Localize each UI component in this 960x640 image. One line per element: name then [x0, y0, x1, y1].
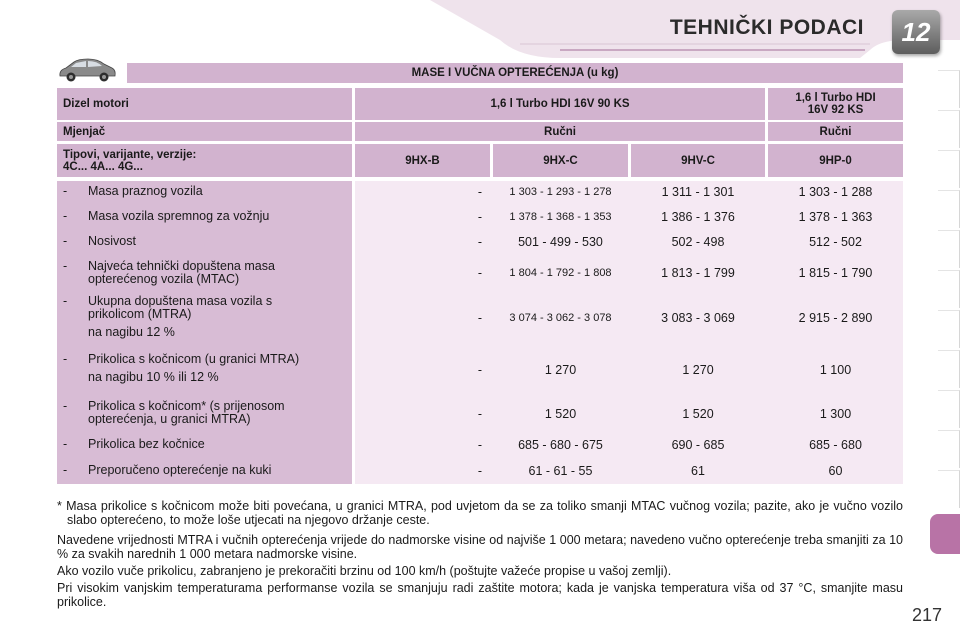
row-dash: - [63, 463, 68, 477]
table-cell: 690 - 685 [671, 438, 725, 452]
table-body [57, 181, 903, 547]
table-cell: 1 311 - 1 301 [661, 185, 735, 199]
row-dash: - [63, 259, 68, 273]
table-cell: - [477, 210, 483, 224]
row-label-text: Nosivost [88, 234, 136, 248]
row-label-text: Preporučeno opterećenje na kuki [88, 463, 272, 477]
row-label-text: Masa praznog vozila [88, 184, 203, 198]
chapter-tab[interactable] [938, 470, 960, 508]
table-cell: - [477, 363, 483, 377]
row-dash: - [63, 399, 68, 413]
gearbox-b: Ručni [768, 122, 903, 141]
table-cell: 1 100 [819, 363, 852, 377]
engine-a: 1,6 l Turbo HDI 16V 90 KS [355, 88, 765, 120]
chapter-tab[interactable] [938, 230, 960, 268]
table-cell: 1 378 - 1 368 - 1 353 [509, 211, 612, 223]
table-cell: 1 386 - 1 376 [661, 210, 735, 224]
row-label-line: na nagibu 12 % [88, 325, 175, 339]
gearbox-a: Ručni [355, 122, 765, 141]
table-cell: 3 083 - 3 069 [661, 311, 735, 325]
table-cell: 1 270 [544, 363, 577, 377]
row-label-text [88, 400, 353, 426]
table-cell: 1 804 - 1 792 - 1 808 [509, 267, 612, 279]
table-cell: 1 520 [682, 407, 714, 421]
chapter-badge: 12 [892, 10, 940, 54]
row-label-line: prikolicom (MTRA) [88, 307, 192, 321]
row-label-line: Prikolica s kočnicom* (s prijenosom [88, 399, 285, 413]
row-dash: - [63, 209, 68, 223]
row-dash: - [63, 352, 68, 366]
footnote: * Masa prikolice s kočnicom može biti povećana, u granici MTRA, pod uvjetom da se za toliko smanji MTAC vučnog vozila; pazite, ako je vučno vozilo slabo opterećeno, to može loše utjecati na njegovo držanje ceste. [57, 499, 903, 527]
table-cell: - [477, 464, 483, 478]
row-label-text: Masa vozila spremnog za vožnju [88, 209, 270, 223]
gearbox-label: Mjenjač [57, 122, 352, 141]
type-code: 9HX-B [355, 144, 490, 177]
table-cell: 1 520 [544, 407, 577, 421]
table-cell: 61 [691, 464, 705, 478]
chapter-tab[interactable] [938, 350, 960, 388]
table-cell: 501 - 499 - 530 [518, 235, 603, 249]
table-title: MASE I VUČNA OPTEREĆENJA (u kg) [127, 63, 903, 83]
table-cell: - [477, 311, 483, 325]
table-cell: 1 815 - 1 790 [798, 266, 873, 280]
chapter-tab[interactable] [938, 390, 960, 428]
table-cell: 60 [828, 464, 843, 478]
chapter-tab[interactable] [938, 310, 960, 348]
chapter-tab[interactable] [938, 430, 960, 468]
row-label-line: Prikolica s kočnicom (u granici MTRA) [88, 352, 300, 366]
car-icon [56, 56, 118, 84]
table-cell: 685 - 680 - 675 [518, 438, 603, 452]
chapter-tabs [926, 70, 960, 590]
row-label-line: Najveća tehnički dopuštena masa [88, 259, 275, 273]
table-cell: 1 270 [682, 363, 714, 377]
types-label-line1: Tipovi, varijante, verzije: [63, 148, 197, 161]
engine-b-line2: 16V 92 KS [807, 104, 864, 116]
engine-label: Dizel motori [57, 88, 352, 120]
types-label-line2: 4C... 4A... 4G... [63, 160, 143, 173]
table-cell: - [477, 407, 483, 421]
page-title: TEHNIČKI PODACI [669, 16, 864, 39]
table-cell: 1 300 [819, 407, 852, 421]
row-label-line: opterećenog vozila (MTAC) [88, 272, 240, 286]
row-dash: - [63, 294, 68, 308]
table-cell: 1 378 - 1 363 [798, 210, 873, 224]
table-cell: 1 303 - 1 293 - 1 278 [509, 186, 612, 198]
table-cell: 685 - 680 [809, 438, 862, 452]
type-code: 9HX-C [493, 144, 628, 177]
type-code: 9HV-C [631, 144, 765, 177]
table-cell: 502 - 498 [671, 235, 725, 249]
types-label [57, 144, 352, 177]
row-dash: - [63, 184, 68, 198]
table-cell: - [477, 438, 483, 452]
row-label-line: Ukupna dopuštena masa vozila s [88, 294, 273, 308]
notes [57, 499, 903, 612]
row-label-text [88, 353, 353, 384]
note-speed: Ako vozilo vuče prikolicu, zabranjeno je prekoračiti brzinu od 100 km/h (poštujte važeće propise u vašoj zemlji). [57, 564, 672, 578]
table-cell: - [477, 185, 483, 199]
table-cell: 512 - 502 [809, 235, 862, 249]
table-cell: - [477, 266, 483, 280]
chapter-tab-active[interactable] [930, 514, 960, 554]
engine-b [768, 88, 903, 120]
chapter-tab[interactable] [938, 70, 960, 108]
row-label-text [88, 295, 353, 339]
chapter-tab[interactable] [938, 190, 960, 228]
note-temperature: Pri visokim vanjskim temperaturama performanse vozila se smanjuju radi zaštite motora; kada je vanjska temperatura viša od 37 °C, smanjite masu prikolice. [57, 581, 903, 609]
type-code: 9HP-0 [768, 144, 903, 177]
chapter-tab[interactable] [938, 110, 960, 148]
row-label-line: opterećenja, u granici MTRA) [88, 412, 251, 426]
page-number: 217 [911, 605, 942, 625]
row-label-text: Prikolica bez kočnice [88, 437, 205, 451]
table-cell: - [477, 235, 483, 249]
table-cell: 3 074 - 3 062 - 3 078 [509, 312, 612, 324]
row-label-line: na nagibu 10 % ili 12 % [88, 370, 219, 384]
row-dash: - [63, 234, 68, 248]
table-cell: 1 813 - 1 799 [661, 266, 735, 280]
chapter-tab[interactable] [938, 150, 960, 188]
row-dash: - [63, 437, 68, 451]
table-cell: 61 - 61 - 55 [528, 464, 593, 478]
table-cell: 1 303 - 1 288 [798, 185, 873, 199]
table-cell: 2 915 - 2 890 [798, 311, 873, 325]
engine-b-line1: 1,6 l Turbo HDI [795, 92, 876, 104]
chapter-tab[interactable] [938, 270, 960, 308]
note-altitude: Navedene vrijednosti MTRA i vučnih opterećenja vrijede do nadmorske visine od najviše 1 000 metara; navedeno vučno opterećenje treba smanjiti za 10 % za svakih narednih 1 000 metara nadmorske visine. [57, 533, 903, 561]
row-label-text [88, 260, 353, 286]
